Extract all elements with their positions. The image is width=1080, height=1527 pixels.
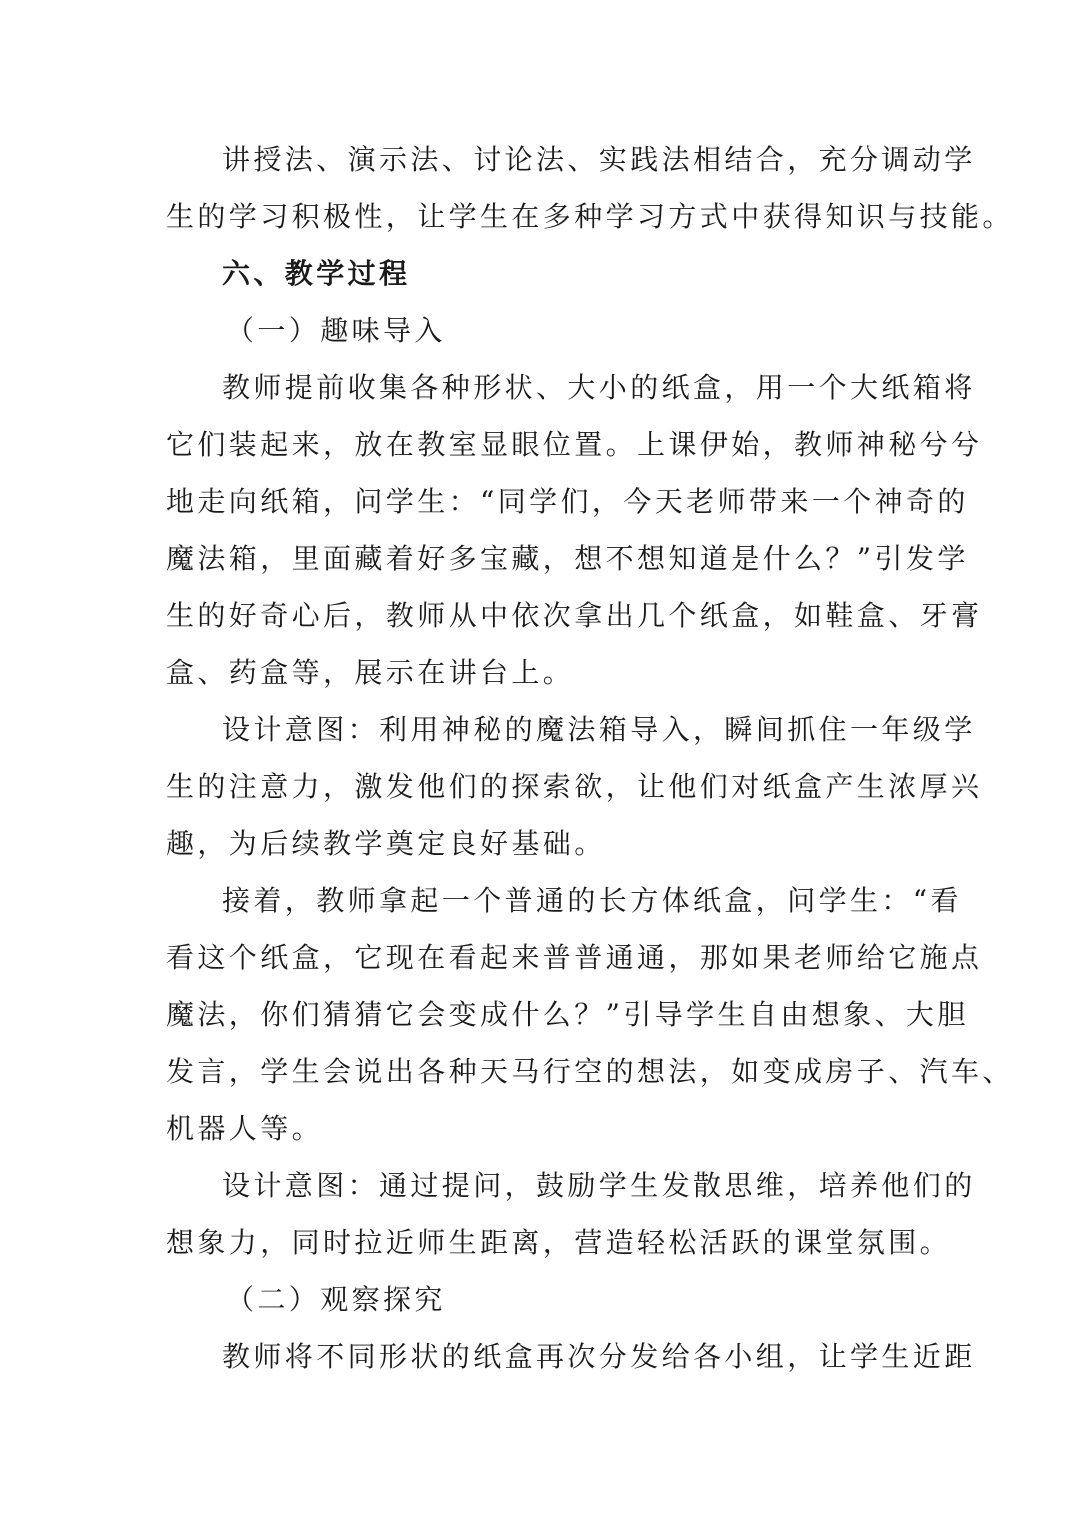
paragraph-line: 盒、药盒等，展示在讲台上。 [166,656,575,689]
subsection-heading: （二）观察探究 [226,1283,446,1316]
paragraph-line: 发言，学生会说出各种天马行空的想法，如变成房子、汽车、 [166,1055,1014,1088]
paragraph-line: 生的好奇心后，教师从中依次拿出几个纸盒，如鞋盒、牙膏 [166,599,983,632]
paragraph-line: 地走向纸箱，问学生：“同学们，今天老师带来一个神奇的 [166,485,969,518]
paragraph-line: 设计意图：通过提问，鼓励学生发散思维，培养他们的 [222,1169,976,1202]
paragraph-line: 魔法箱，里面藏着好多宝藏，想不想知道是什么？”引发学 [166,542,969,575]
paragraph-line: 想象力，同时拉近师生距离，营造轻松活跃的课堂氛围。 [166,1226,952,1259]
paragraph-line: 机器人等。 [166,1112,324,1145]
paragraph-line: 设计意图：利用神秘的魔法箱导入，瞬间抓住一年级学 [222,713,976,746]
paragraph-line: 生的注意力，激发他们的探索欲，让他们对纸盒产生浓厚兴 [166,770,983,803]
paragraph-line: 生的学习积极性，让学生在多种学习方式中获得知识与技能。 [166,200,1014,233]
paragraph-line: 看这个纸盒，它现在看起来普普通通，那如果老师给它施点 [166,941,983,974]
subsection-heading: （一）趣味导入 [226,314,446,347]
paragraph-line: 趣，为后续教学奠定良好基础。 [166,827,606,860]
paragraph-line: 接着，教师拿起一个普通的长方体纸盒，问学生：“看 [222,884,962,917]
paragraph-line: 教师提前收集各种形状、大小的纸盒，用一个大纸箱将 [222,371,976,404]
paragraph-line: 教师将不同形状的纸盒再次分发给各小组，让学生近距 [222,1340,976,1373]
paragraph-line: 魔法，你们猜猜它会变成什么？”引导学生自由想象、大胆 [166,998,969,1031]
paragraph-line: 讲授法、演示法、讨论法、实践法相结合，充分调动学 [222,143,976,176]
section-heading: 六、教学过程 [222,257,411,290]
paragraph-line: 它们装起来，放在教室显眼位置。上课伊始，教师神秘兮兮 [166,428,983,461]
